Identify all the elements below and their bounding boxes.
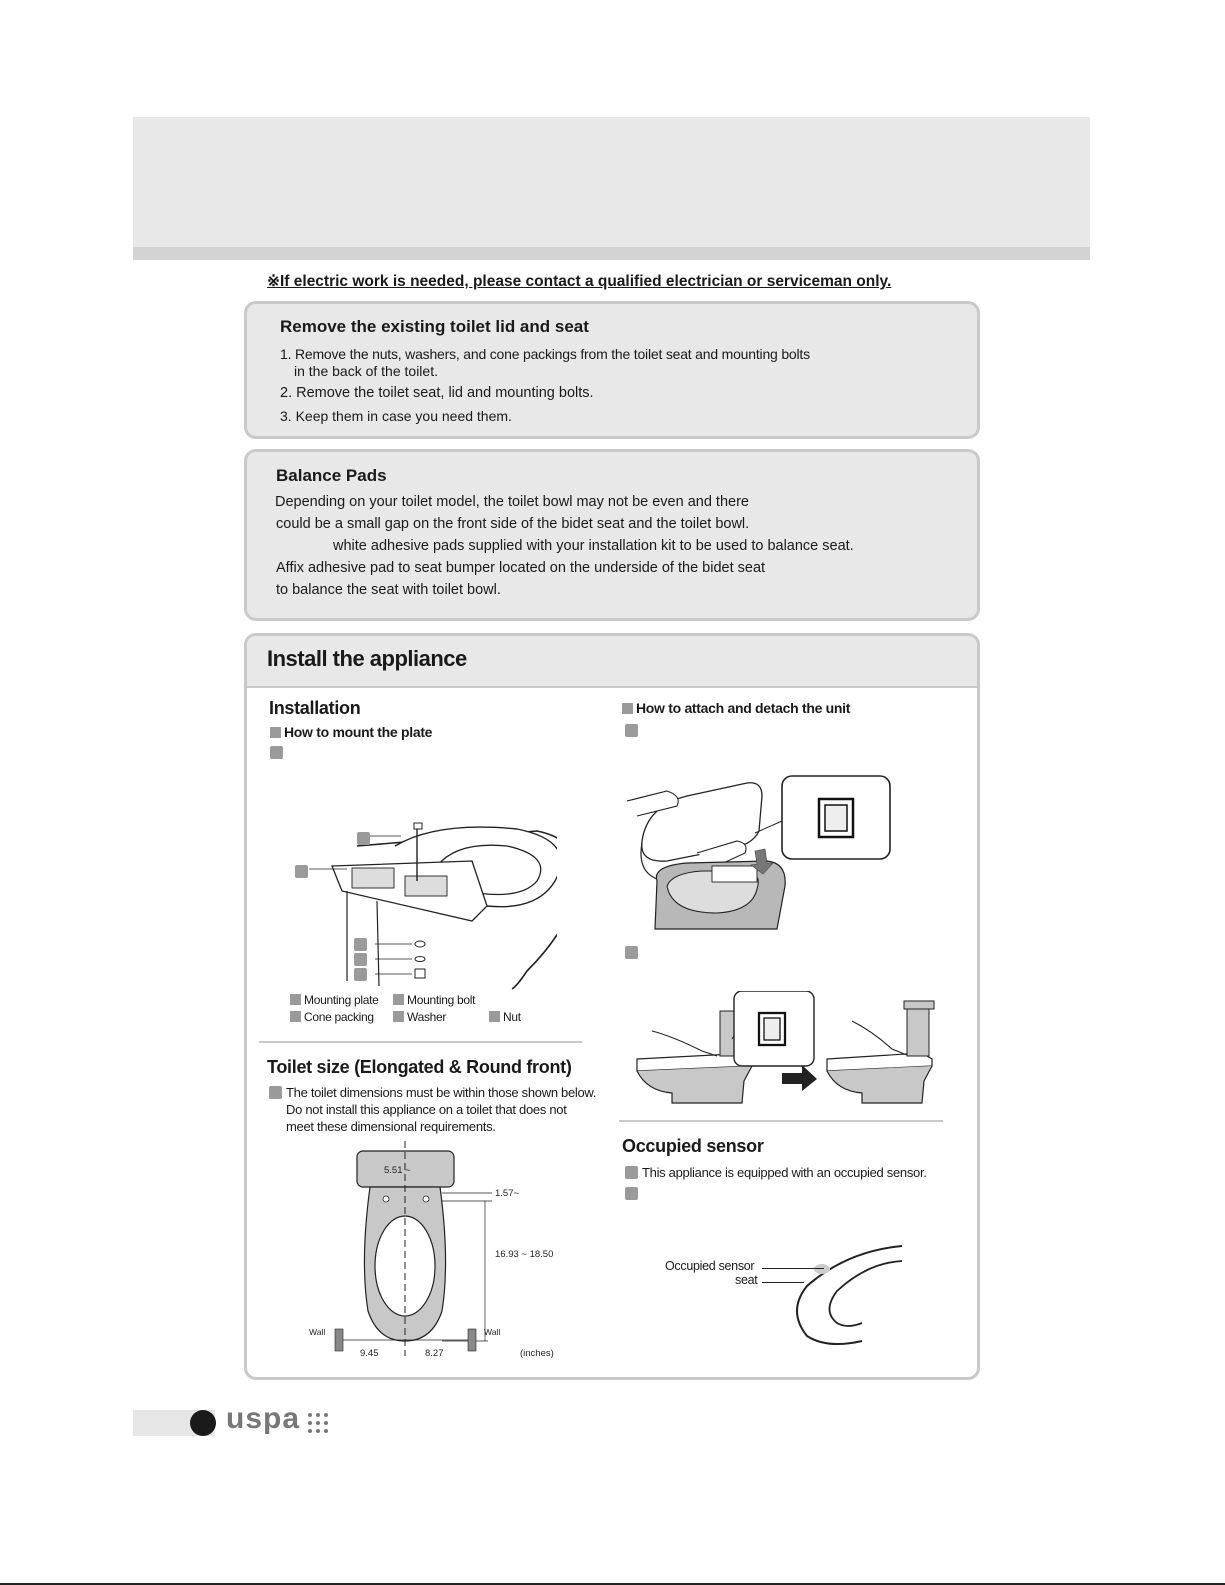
attach-heading-text: How to attach and detach the unit [636, 700, 851, 716]
toilet-dimension-diagram [302, 1141, 572, 1361]
remove-step-1: 1. Remove the nuts, washers, and cone packings from the toilet seat and mounting bolts [280, 346, 810, 362]
mounting-plate-diagram [287, 811, 557, 991]
occupied-note-bullet [625, 1166, 638, 1179]
callout-nut-marker [354, 968, 367, 981]
attach-mount-plate [712, 866, 757, 882]
toilet-size-heading: Toilet size (Elongated & Round front) [267, 1057, 572, 1077]
occupied-sensor-note: This appliance is equipped with an occupied sensor. [642, 1165, 927, 1180]
install-header [247, 636, 977, 688]
right-arrow [782, 1065, 817, 1091]
washer-part [415, 957, 425, 962]
callout-plate-marker [295, 865, 308, 878]
toilet-size-note-3: meet these dimensional requirements. [286, 1119, 496, 1134]
install-title: Install the appliance [267, 646, 467, 671]
callout-cone-marker [354, 938, 367, 951]
legend-square [290, 1011, 301, 1022]
bullet-square [622, 703, 633, 714]
callout-washer-marker [354, 953, 367, 966]
toilet-size-note-1: The toilet dimensions must be within those shown below. [286, 1085, 597, 1100]
toilet-size-bullet [269, 1086, 282, 1099]
electrician-notice: ※If electric work is needed, please contact a qualified electrician or serviceman only. [267, 273, 892, 290]
step-marker [270, 746, 283, 759]
balance-line-5: to balance the seat with toilet bowl. [276, 582, 501, 598]
header-band [133, 117, 1090, 247]
legend-mounting-bolt-label: Mounting bolt [407, 993, 476, 1007]
cone-packing-part [415, 941, 425, 947]
legend-mounting-plate-label: Mounting plate [304, 993, 379, 1007]
balance-pads-box [244, 449, 980, 621]
header-rule [133, 247, 1090, 260]
attach-illustration [627, 771, 897, 931]
legend-mounting-plate [290, 993, 379, 1007]
balance-line-3: white adhesive pads supplied with your installation kit to be used to balance seat. [333, 538, 854, 554]
dim-right-dist: 8.27 [425, 1348, 444, 1359]
remove-step-2: 2. Remove the toilet seat, lid and mounting bolts. [280, 385, 594, 401]
legend-square [489, 1011, 500, 1022]
occupied-sensor-label: Occupied sensor [665, 1259, 755, 1273]
dim-wall-right: Wall [484, 1327, 501, 1337]
left-divider [259, 1041, 582, 1043]
occupied-step-marker [625, 1187, 638, 1200]
toilet-size-note-2: Do not install this appliance on a toilet that does not [286, 1102, 567, 1117]
legend-square [393, 1011, 404, 1022]
balance-line-2: could be a small gap on the front side of the bidet seat and the toilet bowl. [276, 516, 750, 532]
uspa-logo: uspa [226, 1402, 301, 1435]
mounting-bolt [414, 823, 422, 829]
remove-seat-title: Remove the existing toilet lid and seat [280, 317, 589, 336]
attach-heading [622, 700, 850, 716]
remove-step-1-cont: in the back of the toilet. [294, 363, 438, 379]
wall-right-hatch [468, 1329, 476, 1351]
legend-square [393, 994, 404, 1005]
bullet-square [270, 727, 281, 738]
detach-illustration [632, 991, 942, 1106]
dim-wall-left: Wall [309, 1327, 326, 1337]
logo-dots-icon [307, 1412, 329, 1434]
legend-square [290, 994, 301, 1005]
legend-cone-packing [290, 1010, 374, 1024]
page-marker-dot [190, 1410, 216, 1436]
attach-step-marker [625, 724, 638, 737]
legend-nut-label: Nut [503, 1010, 521, 1024]
balance-line-1: Depending on your toilet model, the toilet bowl may not be even and there [275, 494, 749, 510]
callout-bolt-marker [357, 832, 370, 845]
dim-left-dist: 9.45 [360, 1348, 379, 1359]
balance-line-4: Affix adhesive pad to seat bumper located on the underside of the bidet seat [276, 560, 766, 576]
dim-width-top: 5.51 ~ [384, 1165, 411, 1176]
dim-bolt-offset: 1.57~ [495, 1188, 520, 1199]
dim-length: 16.93 ~ 18.50 [495, 1249, 554, 1260]
remove-seat-box [244, 301, 980, 439]
seat-label: seat [735, 1273, 758, 1287]
installation-heading: Installation [269, 698, 361, 718]
sensor-leader-line [762, 1268, 824, 1269]
occupied-sensor-illustration [787, 1241, 907, 1351]
mount-plate-heading [270, 724, 432, 740]
mount-plate-heading-text: How to mount the plate [284, 724, 433, 740]
legend-mounting-bolt [393, 993, 475, 1007]
balance-pads-title: Balance Pads [276, 466, 387, 485]
mounting-plate-right [405, 876, 447, 896]
install-appliance-box [244, 633, 980, 1380]
sensor-window [814, 1264, 830, 1274]
right-divider [619, 1120, 943, 1122]
legend-cone-packing-label: Cone packing [304, 1010, 374, 1024]
nut-part [415, 969, 425, 978]
occupied-sensor-heading: Occupied sensor [622, 1136, 764, 1156]
detach-step-marker [625, 946, 638, 959]
wall-left-hatch [335, 1329, 343, 1351]
seat-leader-line [762, 1282, 804, 1283]
mounting-plate-left [352, 868, 394, 888]
legend-washer-label: Washer [407, 1010, 447, 1024]
dim-unit: (inches) [520, 1348, 554, 1359]
legend-washer [393, 1010, 446, 1024]
legend-nut [489, 1010, 521, 1024]
remove-step-3: 3. Keep them in case you need them. [280, 408, 512, 424]
